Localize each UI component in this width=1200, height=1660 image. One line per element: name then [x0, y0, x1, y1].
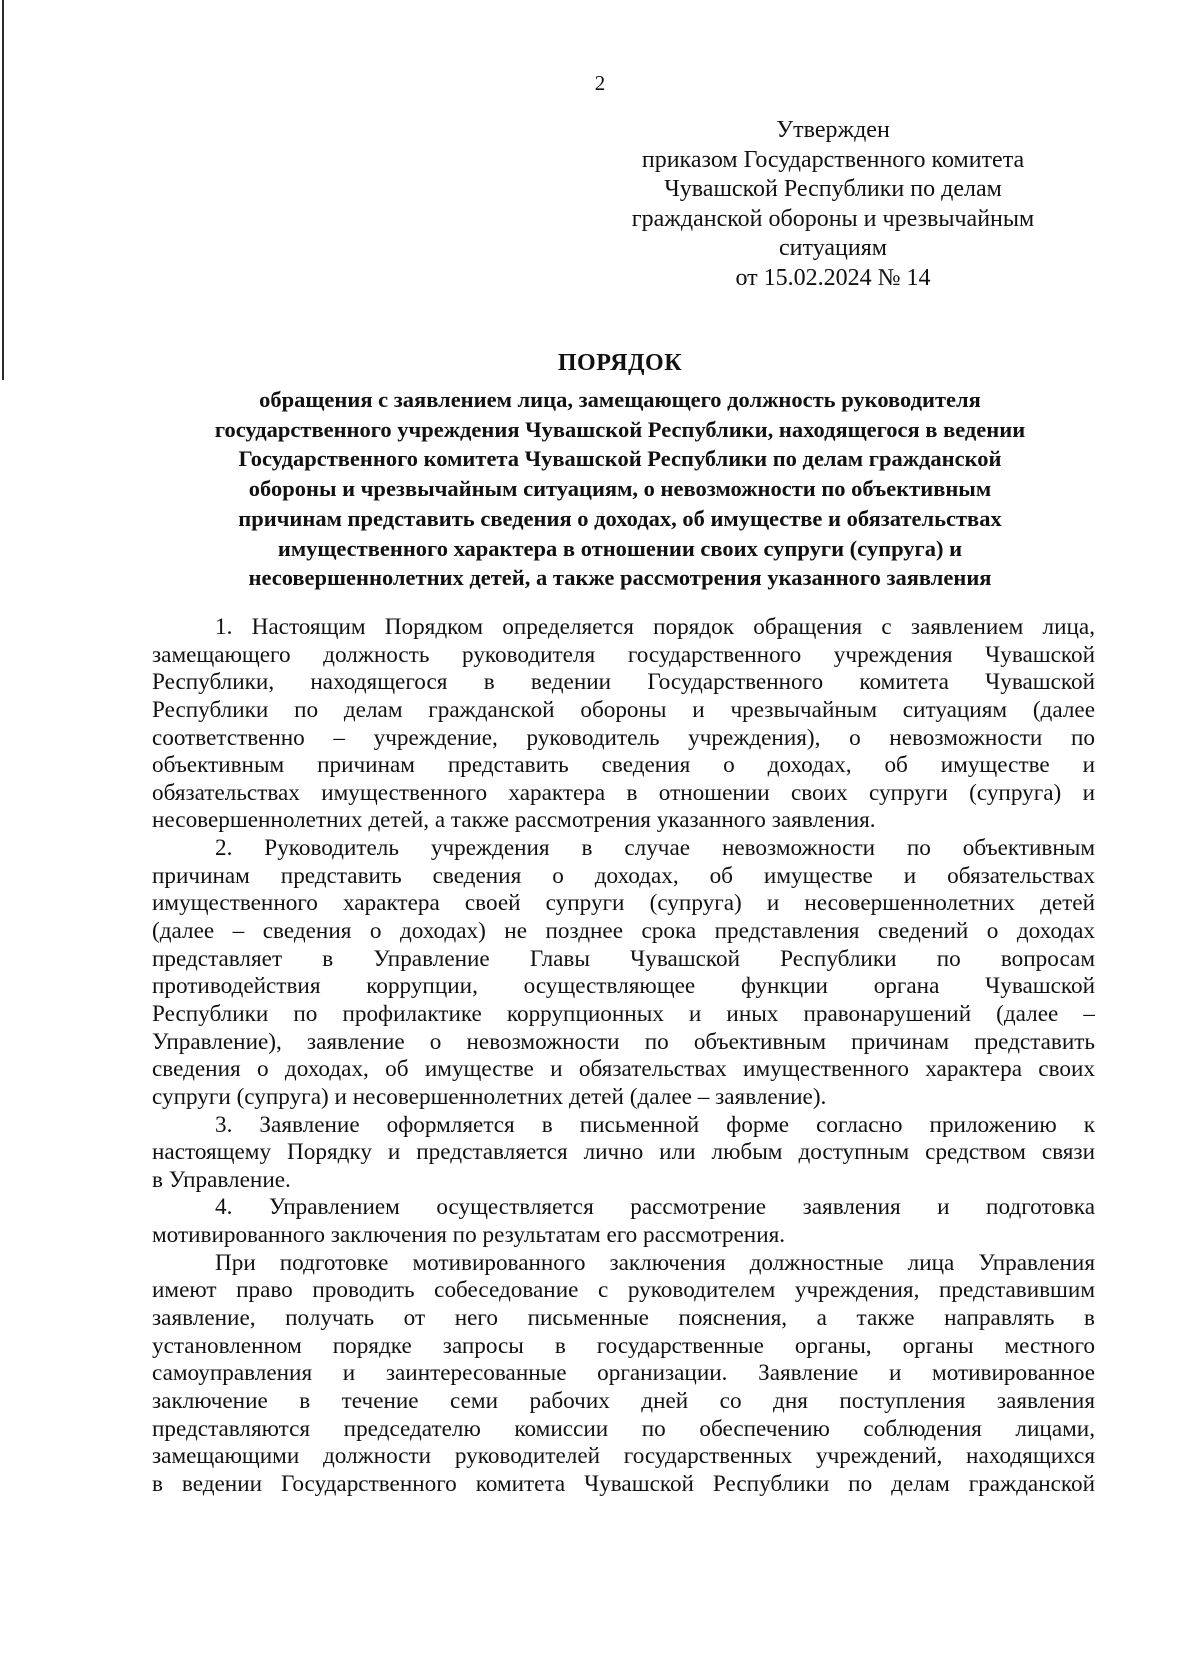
body-line: 2. Руководитель учреждения в случае невозможности по объективным: [215, 835, 1095, 862]
body-line: представляет в Управление Главы Чувашской Республики по вопросам: [152, 945, 1095, 972]
body-line: Управление), заявление о невозможности по объективным причинам представить: [152, 1028, 1095, 1055]
body-line: в ведении Государственного комитета Чувашской Республики по делам гражданской: [152, 1470, 1095, 1497]
body-line: в Управление.: [152, 1166, 291, 1193]
body-line: Республики по делам гражданской обороны и чрезвычайным ситуациям (далее: [152, 696, 1095, 723]
page-number: 2: [594, 71, 606, 95]
approval-line: гражданской обороны и чрезвычайным: [631, 205, 1035, 232]
document-heading: [140, 348, 1100, 593]
subtitle-line: обороны и чрезвычайным ситуациям, о невозможности по объективным: [248, 476, 992, 502]
body-line: замещающего должность руководителя государственного учреждения Чувашской: [152, 641, 1095, 668]
body-line: соответственно – учреждение, руководитель учреждения), о невозможности по: [152, 724, 1095, 751]
body-line: При подготовке мотивированного заключения должностные лица Управления: [215, 1249, 1095, 1276]
approval-line: ситуациям: [779, 235, 887, 261]
body-line: причинам представить сведения о доходах, об имуществе и обязательствах: [152, 862, 1095, 889]
subtitle-line: государственного учреждения Чувашской Республики, находящегося в ведении: [214, 416, 1026, 442]
body-line: обязательствах имущественного характера в отношении своих супруги (супруга) и: [152, 779, 1095, 806]
body-line: мотивированного заключения по результатам его рассмотрения.: [152, 1222, 786, 1249]
body-line: представляются председателю комиссии по обеспечению соблюдения лицами,: [152, 1415, 1095, 1442]
scan-edge-line: [2, 0, 4, 380]
body-line: настоящему Порядку и представляется лично или любым доступным средством связи: [152, 1139, 1095, 1166]
subtitle-line: несовершеннолетних детей, а также рассмотрения указанного заявления: [248, 565, 992, 591]
approval-line: от 15.02.2024 № 14: [735, 264, 931, 291]
body-line: имеют право проводить собеседование с руководителем учреждения, представившим: [152, 1277, 1095, 1304]
body-line: (далее – сведения о доходах) не позднее срока представления сведений о доходах: [152, 918, 1095, 945]
document-title: ПОРЯДОК: [557, 350, 683, 376]
body-line: имущественного характера своей супруги (супруга) и несовершеннолетних детей: [152, 890, 1095, 917]
body-line: Республики, находящегося в ведении Государственного комитета Чувашской: [152, 669, 1095, 696]
body-line: 4. Управлением осуществляется рассмотрение заявления и подготовка: [215, 1194, 1095, 1221]
body-line: Республики по профилактике коррупционных и иных правонарушений (далее –: [152, 1000, 1095, 1027]
approval-line: Утвержден: [776, 117, 890, 143]
body-line: заявление, получать от него письменные пояснения, а также направлять в: [152, 1305, 1095, 1332]
body-line: 1. Настоящим Порядком определяется порядок обращения с заявлением лица,: [215, 614, 1095, 640]
document-body: [152, 614, 1095, 1499]
approval-stamp: [608, 116, 1058, 293]
body-line: объективным причинам представить сведения о доходах, об имуществе и: [152, 752, 1095, 779]
body-line: супруги (супруга) и несовершеннолетних детей (далее – заявление).: [152, 1083, 827, 1110]
approval-line: приказом Государственного комитета: [641, 146, 1025, 173]
body-line: самоуправления и заинтересованные организации. Заявление и мотивированное: [152, 1360, 1095, 1387]
approval-line: Чувашской Республики по делам: [664, 176, 1002, 202]
subtitle-line: причинам представить сведения о доходах, об имуществе и обязательствах: [238, 505, 1002, 531]
body-line: противодействия коррупции, осуществляющее функции органа Чувашской: [152, 973, 1095, 1000]
body-line: замещающими должности руководителей государственных учреждений, находящихся: [152, 1443, 1095, 1470]
subtitle-line: обращения с заявлением лица, замещающего должность руководителя: [259, 387, 981, 412]
body-line: установленном порядке запросы в государственные органы, органы местного: [152, 1332, 1095, 1359]
body-line: 3. Заявление оформляется в письменной форме согласно приложению к: [215, 1111, 1095, 1138]
body-line: сведения о доходах, об имуществе и обязательствах имущественного характера своих: [152, 1056, 1095, 1083]
body-line: заключение в течение семи рабочих дней со дня поступления заявления: [152, 1387, 1095, 1414]
subtitle-line: имущественного характера в отношении своих супруги (супруга) и: [277, 535, 963, 561]
subtitle-line: Государственного комитета Чувашской Республики по делам гражданской: [238, 446, 1002, 472]
body-line: несовершеннолетних детей, а также рассмотрения указанного заявления.: [152, 807, 876, 834]
